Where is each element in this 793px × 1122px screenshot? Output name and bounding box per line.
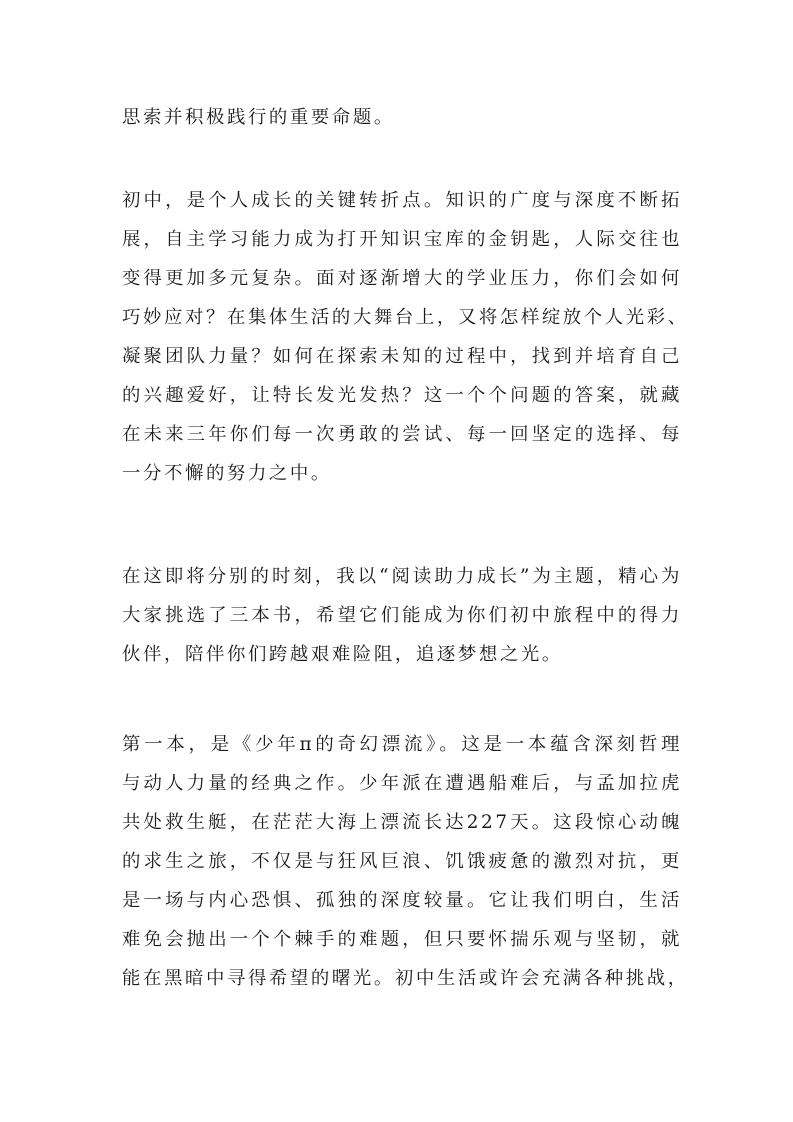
paragraph-4-line-6: 难免会抛出一个个棘手的难题，但只要怀揣乐观与坚韧，就 [122,929,682,950]
paragraph-2-line-3: 变得更加多元复杂。面对逐渐增大的学业压力，你们会如何 [122,268,682,289]
paragraph-2-line-4: 巧妙应对？在集体生活的大舞台上，又将怎样绽放个人光彩、 [122,307,689,328]
paragraph-1-line-1: 思索并积极践行的重要命题。 [122,107,395,128]
paragraph-2-line-2: 展，自主学习能力成为打开知识宝库的金钥匙，人际交往也 [122,229,682,250]
paragraph-2-line-6: 的兴趣爱好，让特长发光发热？这一个个问题的答案，就藏 [122,385,682,406]
paragraph-3-line-2: 大家挑选了三本书，希望它们能成为你们初中旅程中的得力 [122,605,682,626]
paragraph-4-line-2: 与动人力量的经典之作。少年派在遭遇船难后，与孟加拉虎 [122,773,682,794]
paragraph-2-line-1: 初中，是个人成长的关键转折点。知识的广度与深度不断拓 [122,190,682,211]
paragraph-2-line-7: 在未来三年你们每一次勇敢的尝试、每一回坚定的选择、每 [122,424,682,445]
paragraph-4-line-3: 共处救生艇，在茫茫大海上漂流长达227天。这段惊心动魄 [122,812,682,833]
paragraph-3-line-3: 伙伴，陪伴你们跨越艰难险阻，追逐梦想之光。 [122,644,563,665]
paragraph-4-line-7: 能在黑暗中寻得希望的曙光。初中生活或许会充满各种挑战， [122,968,689,989]
paragraph-2-line-5: 凝聚团队力量？如何在探索未知的过程中，找到并培育自己 [122,346,682,367]
paragraph-4-line-1: 第一本，是《少年π的奇幻漂流》。这是一本蕴含深刻哲理 [122,734,682,755]
paragraph-4-line-5: 是一场与内心恐惧、孤独的深度较量。它让我们明白，生活 [122,890,682,911]
paragraph-4-line-4: 的求生之旅，不仅是与狂风巨浪、饥饿疲惫的激烈对抗，更 [122,851,682,872]
paragraph-2-line-8: 一分不懈的努力之中。 [122,463,332,484]
paragraph-3-line-1: 在这即将分别的时刻，我以“阅读助力成长”为主题，精心为 [122,566,682,587]
